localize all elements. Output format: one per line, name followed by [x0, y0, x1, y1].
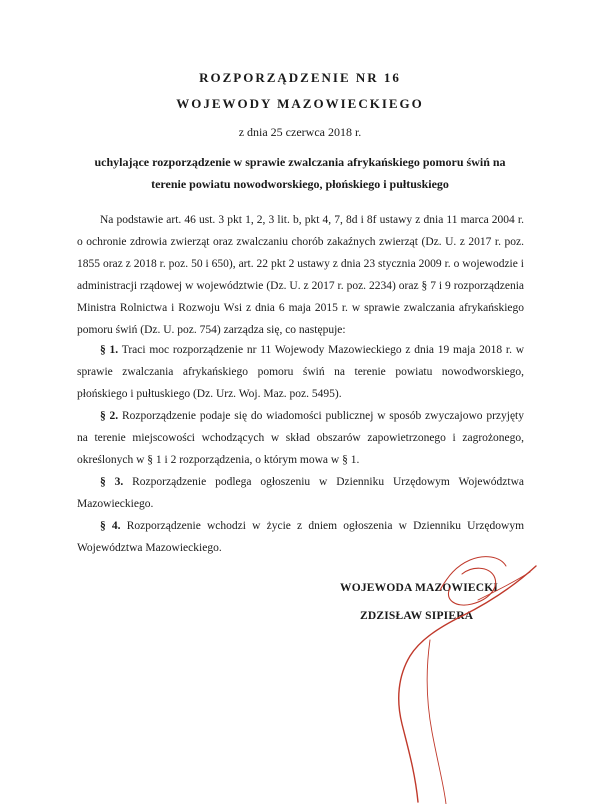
paragraph-1: [77, 339, 524, 405]
preamble-text: Na podstawie art. 46 ust. 3 pkt 1, 2, 3 lit. b, pkt 4, 7, 8d i 8f ustawy z dnia 11 marca 2004 r. o ochronie zdrowia zwierząt oraz zwalczaniu chorób zakaźnych zwierząt (Dz. U. z 2017 r. poz. 1855 oraz z 2018 r. poz. 50 i 650), art. 22 pkt 2 ustawy z dnia 23 stycznia 2009 r. o wojewodzie i administracji rządowej w województwie (Dz. U. z 2017 r. poz. 2234) oraz § 7 i 9 rozporządzenia Ministra Rolnictwa i Rozwoju Wsi z dnia 6 maja 2015 r. w sprawie zwalczania afrykańskiego pomoru świń (Dz. U. poz. 754) zarządza się, co następuje:: [77, 214, 524, 336]
preamble: [77, 209, 524, 341]
document-issuer: WOJEWODY MAZOWIECKIEGO: [176, 96, 424, 111]
paragraph-3-text: Rozporządzenie podlega ogłoszeniu w Dzienniku Urzędowym Województwa Mazowieckiego.: [77, 476, 525, 510]
paragraph-4: [77, 515, 524, 559]
document-title: ROZPORZĄDZENIE NR 16: [199, 70, 401, 85]
paragraph-2: [77, 405, 524, 471]
signature-stroke-main: [399, 566, 536, 802]
paragraph-4-text: Rozporządzenie wchodzi w życie z dniem ogłoszenia w Dzienniku Urzędowym Województwa Mazowieckiego.: [77, 520, 525, 554]
document-date: z dnia 25 czerwca 2018 r.: [238, 125, 362, 139]
signatory-name: ZDZISŁAW SIPIERA: [360, 610, 474, 622]
paragraph-2-text: Rozporządzenie podaje się do wiadomości publicznej w sposób zwyczajowo przyjęty na terenie miejscowości wchodzących w skład obszarów zapowietrzonego i zagrożonego, określonych w § 1 i 2 rozporządzenia, o którym mowa w § 1.: [77, 410, 524, 466]
signatory-title: WOJEWODA MAZOWIECKI: [340, 582, 499, 594]
paragraph-1-text: Traci moc rozporządzenie nr 11 Wojewody Mazowieckiego z dnia 19 maja 2018 r. w sprawie zwalczania afrykańskiego pomoru świń na terenie powiatu nowodworskiego, płońskiego i pułtuskiego (Dz. Urz. Woj. Maz. poz. 5495).: [77, 344, 525, 400]
paragraph-2-label: § 2.: [100, 410, 119, 422]
paragraph-3: [77, 471, 524, 515]
paragraph-1-label: § 1.: [100, 344, 119, 356]
signature-stroke-descender: [427, 640, 446, 804]
document-subject: uchylające rozporządzenie w sprawie zwalczania afrykańskiego pomoru świń na terenie powiatu nowodworskiego, płońskiego i pułtuskiego: [94, 155, 506, 191]
paragraph-3-label: § 3.: [100, 476, 124, 488]
paragraph-4-label: § 4.: [100, 520, 121, 532]
